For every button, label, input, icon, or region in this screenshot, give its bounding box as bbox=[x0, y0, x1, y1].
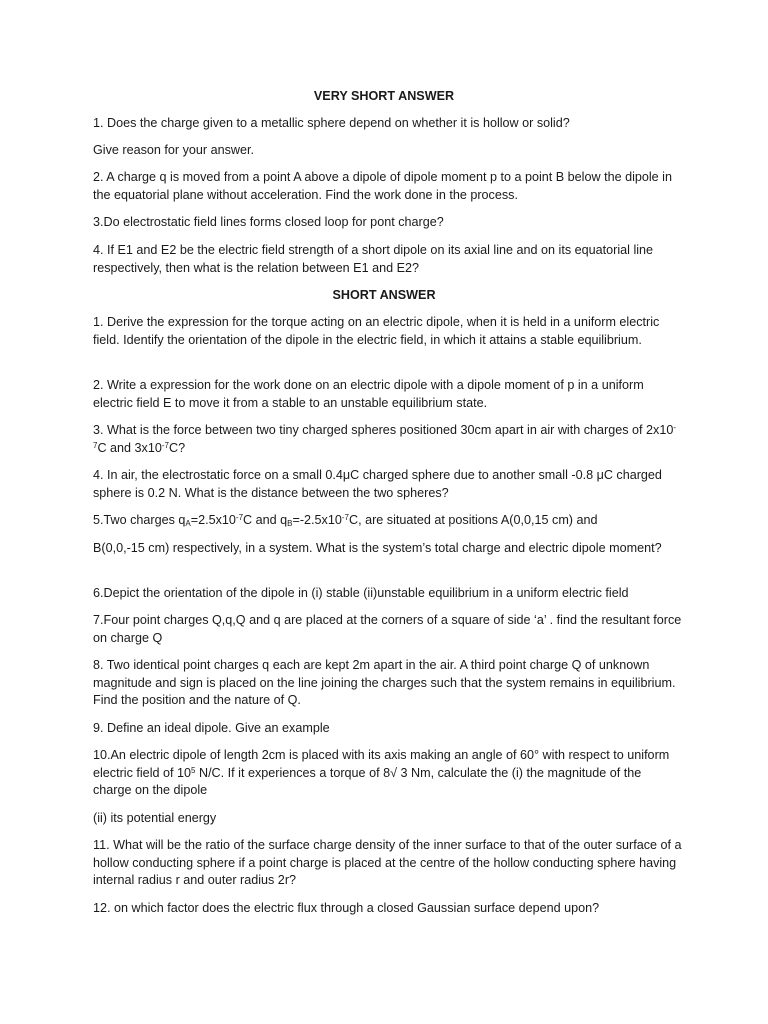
short-q3-exponent-1: -7 bbox=[93, 423, 676, 450]
short-answer-heading: SHORT ANSWER bbox=[332, 288, 436, 302]
short-q5-exponent-2: -7 bbox=[341, 513, 349, 522]
short-q11: 11. What will be the ratio of the surface charge density of the inner surface to that of the outer surface of a hollow conducting sphere if a point charge is placed at the centre of the hollow conducting sphere having internal radius r and outer radius 2r? bbox=[93, 838, 682, 887]
short-q12: 12. on which factor does the electric flux through a closed Gaussian surface depend upon? bbox=[93, 901, 600, 915]
short-q3-text-a: 3. What is the force between two tiny charged spheres positioned 30cm apart in air with charges of 2x10 bbox=[93, 423, 674, 437]
short-q10 bbox=[93, 747, 683, 800]
very-short-answer-heading: VERY SHORT ANSWER bbox=[313, 89, 455, 103]
very-short-q1-reason: Give reason for your answer. bbox=[93, 143, 254, 157]
short-q5-text-e: C, are situated at positions A(0,0,15 cm) and bbox=[349, 513, 598, 527]
short-q3-text-c: C? bbox=[169, 440, 186, 455]
short-q2: 2. Write a expression for the work done on an electric dipole with a dipole moment of p in a uniform electric field E to move it from a stable to an unstable equilibrium state. bbox=[93, 378, 644, 410]
short-q3-exponent-2: -7 bbox=[161, 440, 169, 450]
short-q5 bbox=[93, 512, 683, 530]
short-q8: 8. Two identical point charges q each are kept 2m apart in the air. A third point charge Q of unknown magnitude and sign is placed on the line joining the charges such that the system remains in equilibrium. Find the position and the nature of Q. bbox=[93, 658, 676, 707]
short-q5-text-a: 5.Two charges q bbox=[93, 513, 186, 527]
very-short-q1: 1. Does the charge given to a metallic sphere depend on whether it is hollow or solid? bbox=[93, 116, 570, 130]
short-q5-continued: B(0,0,-15 cm) respectively, in a system. What is the system’s total charge and electric dipole moment? bbox=[93, 541, 662, 555]
short-q5-text-d: =-2.5x10 bbox=[292, 513, 342, 527]
short-q9: 9. Define an ideal dipole. Give an example bbox=[93, 721, 330, 735]
short-q10-part-2: (ii) its potential energy bbox=[93, 811, 217, 825]
short-q10-text-b: N/C. If it experiences a torque of 8√ 3 Nm, calculate the (i) the magnitude of the charge on the dipole bbox=[93, 765, 642, 797]
very-short-q3: 3.Do electrostatic field lines forms closed loop for pont charge? bbox=[93, 215, 444, 229]
short-q5-text-c: C and q bbox=[243, 513, 288, 527]
very-short-q4: 4. If E1 and E2 be the electric field strength of a short dipole on its axial line and on its equatorial line respectively, then what is the relation between E1 and E2? bbox=[93, 243, 654, 275]
short-q5-subscript-a: A bbox=[185, 519, 191, 528]
short-q5-text-b: =2.5x10 bbox=[190, 513, 236, 527]
very-short-q2: 2. A charge q is moved from a point A above a dipole of dipole moment p to a point B below the dipole in the equatorial plane without acceleration. Find the work done in the process. bbox=[93, 170, 672, 202]
short-q10-exponent: 5 bbox=[191, 765, 196, 775]
short-q10-text-a: 10.An electric dipole of length 2cm is placed with its axis making an angle of 60° with respect to uniform electric field of 10 bbox=[93, 748, 670, 780]
short-q5-subscript-b: B bbox=[287, 519, 293, 528]
short-q6: 6.Depict the orientation of the dipole in (i) stable (ii)unstable equilibrium in a uniform electric field bbox=[93, 586, 629, 600]
short-q3-text-b: C and 3x10 bbox=[97, 440, 162, 455]
short-q5-exponent-1: -7 bbox=[235, 513, 244, 522]
short-q7: 7.Four point charges Q,q,Q and q are placed at the corners of a square of side ‘a’ . find the resultant force on charge Q bbox=[93, 613, 682, 645]
short-q3 bbox=[93, 422, 683, 457]
short-q1: 1. Derive the expression for the torque acting on an electric dipole, when it is held in a uniform electric field. Identify the orientation of the dipole in the electric field, in which it attains a stable equilibrium. bbox=[93, 315, 660, 347]
short-q4: 4. In air, the electrostatic force on a small 0.4μC charged sphere due to another small -0.8 μC charged sphere is 0.2 N. What is the distance between the two spheres? bbox=[93, 468, 662, 500]
